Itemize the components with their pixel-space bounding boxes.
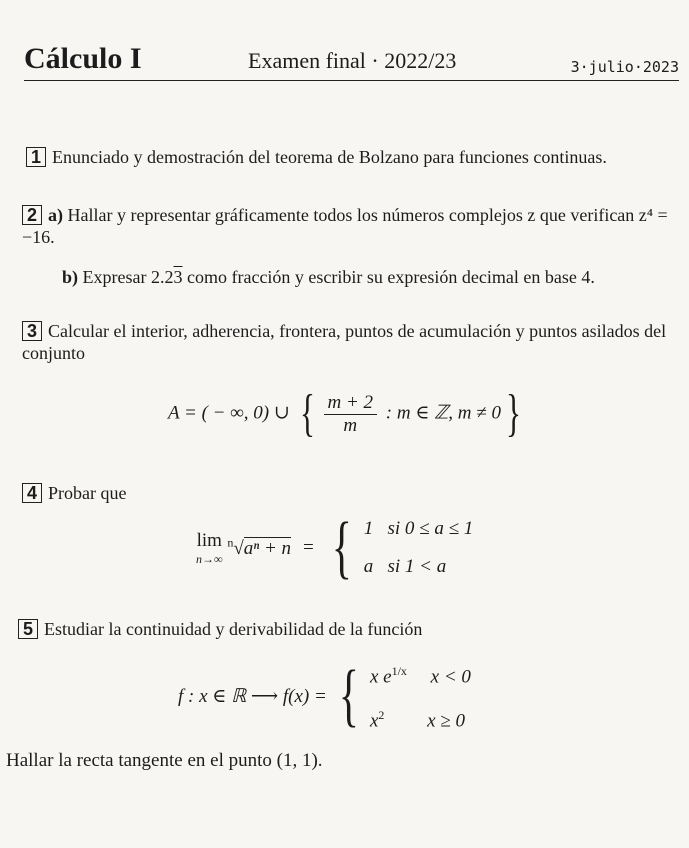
- exam-title: Examen final · 2022/23: [248, 48, 457, 73]
- left-brace: {: [299, 385, 315, 442]
- case-1-condition: si 0 ≤ a ≤ 1: [387, 518, 474, 539]
- set-condition: : m ∈ ℤ, m ≠ 0: [385, 402, 501, 424]
- right-brace: }: [505, 385, 521, 442]
- part-label: a): [48, 205, 64, 225]
- function-formula: [178, 652, 471, 741]
- limit-subscript: n→∞: [196, 551, 223, 566]
- radicand: aⁿ + n: [243, 538, 292, 560]
- question-number: 4: [22, 483, 42, 503]
- case-2-condition: si 1 < a: [387, 556, 447, 577]
- fcase-2-exponent: 2: [378, 708, 385, 723]
- set-lhs: A = ( − ∞, 0) ∪: [168, 402, 290, 424]
- cases: [370, 652, 471, 741]
- set-formula: [168, 385, 526, 442]
- limit-label: lim: [196, 529, 222, 551]
- equals: =: [301, 537, 315, 558]
- radical-sign: √: [233, 538, 244, 560]
- fcase-1-value: x e: [369, 666, 392, 688]
- denominator: m: [343, 414, 358, 436]
- fraction: [324, 392, 378, 437]
- cases: [364, 510, 474, 586]
- course-title: Cálculo I: [24, 42, 142, 75]
- question-number: 5: [18, 619, 38, 639]
- fcase-2-condition: x ≥ 0: [427, 710, 465, 732]
- case-1-value: 1: [363, 518, 374, 539]
- root-index: n: [227, 535, 234, 550]
- header-divider: [24, 80, 679, 81]
- footer-instruction: Hallar la recta tangente en el punto (1, 1).: [6, 750, 323, 771]
- part-label: b): [62, 267, 79, 287]
- question-number: 1: [26, 147, 46, 167]
- case-2-value: a: [363, 556, 374, 577]
- question-2a: [22, 204, 677, 248]
- question-text: Calcular el interior, adherencia, frontera, puntos de acumulación y puntos asilados del conjunto: [22, 321, 667, 363]
- exam-header: [24, 38, 679, 82]
- question-5: [18, 618, 678, 640]
- fcase-1-exponent: 1/x: [391, 664, 407, 678]
- limit-operator: [196, 530, 223, 567]
- question-text: Hallar y representar gráficamente todos los números complejos z que verifican z⁴ = −16.: [22, 205, 668, 247]
- question-text-start: Expresar 2.2: [82, 267, 174, 287]
- question-text-end: como fracción y escribir su expresión decimal en base 4.: [182, 267, 595, 287]
- question-text: Enunciado y demostración del teorema de Bolzano para funciones continuas.: [52, 147, 607, 167]
- fcase-2-value: x: [369, 710, 379, 732]
- question-1: [26, 146, 676, 168]
- question-text: Probar que: [48, 483, 127, 503]
- limit-formula: [196, 510, 473, 586]
- function-definition: f : x ∈ ℝ ⟶ f(x) =: [178, 685, 327, 707]
- question-4: [22, 482, 422, 504]
- numerator: m + 2: [324, 392, 378, 415]
- question-number: 3: [22, 321, 42, 341]
- question-3: [22, 320, 677, 364]
- repeating-digit: 3: [173, 267, 183, 287]
- question-number: 2: [22, 205, 42, 225]
- cases-brace: {: [332, 509, 353, 586]
- question-2b: [62, 266, 682, 288]
- cases-brace: {: [338, 657, 359, 735]
- question-text: Estudiar la continuidad y derivabilidad de la función: [44, 619, 423, 639]
- nth-root: [227, 535, 292, 560]
- exam-date: 3·julio·2023: [570, 58, 679, 76]
- fcase-1-condition: x < 0: [430, 666, 471, 688]
